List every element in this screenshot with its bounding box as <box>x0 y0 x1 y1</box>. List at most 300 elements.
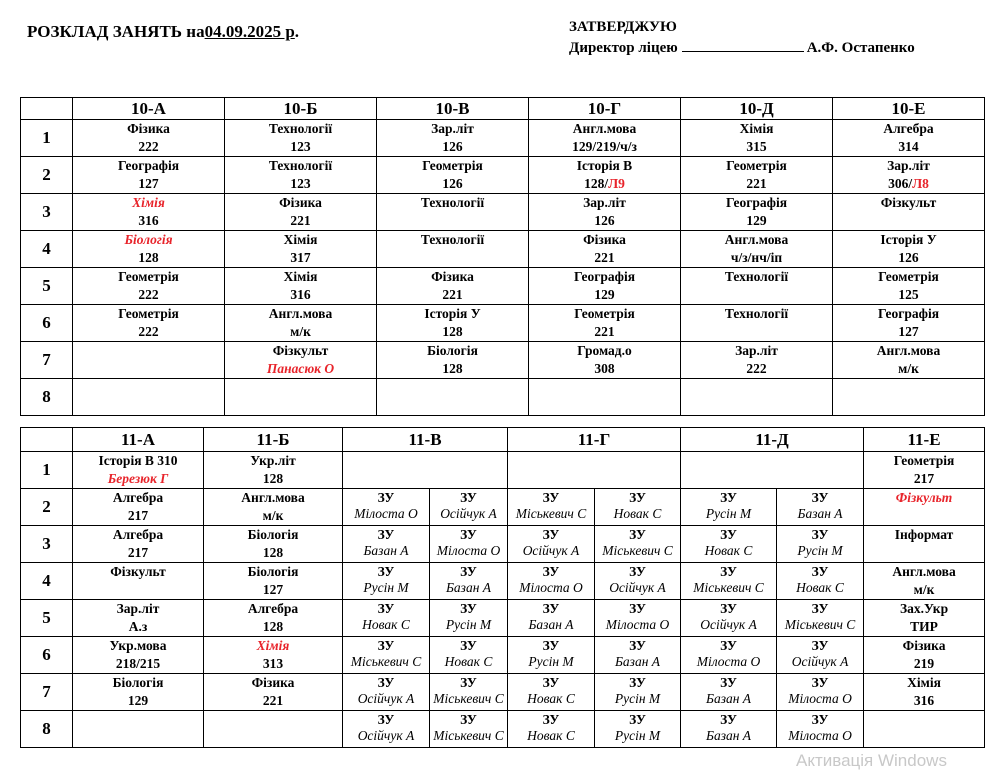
subject-zu: ЗУ <box>811 527 829 542</box>
room-number <box>225 286 376 304</box>
room-number-text: 125 <box>898 287 919 302</box>
subject-name: Фізкульт <box>895 490 953 505</box>
room-number <box>833 286 984 304</box>
class-header: 11-Е <box>864 428 985 452</box>
subject-name: Геометрія <box>878 269 939 284</box>
subject-name: Англ.мова <box>572 121 637 136</box>
group-cell <box>777 489 864 526</box>
subject-zu: ЗУ <box>542 490 560 505</box>
subject-name: Громад.о <box>577 343 632 358</box>
room-number-text: 222 <box>138 324 159 339</box>
lesson-cell <box>833 268 985 305</box>
lesson-cell <box>73 379 225 416</box>
room-number <box>529 323 680 341</box>
subject-name: Зар.літ <box>116 601 160 616</box>
group-cell <box>508 637 595 674</box>
subject-name: Англ.мова <box>892 564 956 579</box>
group-cell <box>343 563 430 600</box>
room-number <box>204 655 342 673</box>
room-number <box>73 692 203 710</box>
room-number-text: 308 <box>594 361 615 376</box>
lesson-cell <box>681 379 833 416</box>
class-header: 10-Д <box>681 98 833 120</box>
room-number-text: 123 <box>290 176 311 191</box>
room-suffix: Л8 <box>912 176 929 191</box>
group-cell <box>595 600 681 637</box>
teacher-name: Новак С <box>613 506 662 521</box>
room-number-text: 315 <box>746 139 767 154</box>
subject-name: Зар.літ <box>887 158 930 173</box>
lesson-row <box>21 452 985 489</box>
lesson-cell <box>73 194 225 231</box>
subject-zu: ЗУ <box>629 527 646 542</box>
lesson-cell <box>204 489 343 526</box>
group-cell <box>681 711 777 748</box>
room-number <box>529 175 680 193</box>
lesson-cell <box>204 674 343 711</box>
empty-group-cell <box>343 452 508 489</box>
lesson-cell <box>529 231 681 268</box>
group-cell <box>430 526 508 563</box>
teacher-name: Міськевич С <box>784 617 856 632</box>
teacher-name: Базан А <box>705 691 752 706</box>
subject-zu: ЗУ <box>811 638 829 653</box>
room-number-text: 126 <box>442 139 463 154</box>
subject-zu: ЗУ <box>811 712 829 727</box>
lesson-cell <box>864 489 985 526</box>
lesson-number: 8 <box>21 711 73 748</box>
lesson-cell <box>833 231 985 268</box>
subject-name: Алгебра <box>247 601 299 616</box>
lesson-cell <box>377 194 529 231</box>
teacher-name: Панасюк О <box>266 361 335 376</box>
teacher-name: Міськевич С <box>433 728 504 743</box>
subject-zu: ЗУ <box>720 638 737 653</box>
teacher-name: Осійчук А <box>791 654 849 669</box>
subject-name: Хімія <box>283 269 318 284</box>
room-number-text: 221 <box>442 287 463 302</box>
lesson-row <box>21 600 985 637</box>
group-cell <box>508 489 595 526</box>
lesson-cell <box>681 342 833 379</box>
subject-name: Технології <box>420 232 485 247</box>
lesson-row <box>21 157 985 194</box>
room-number <box>529 360 680 378</box>
group-cell <box>430 674 508 711</box>
teacher-name: Русін М <box>705 506 752 521</box>
room-number <box>377 286 528 304</box>
lesson-row <box>21 194 985 231</box>
lesson-number: 7 <box>21 342 73 379</box>
class-header: 11-В <box>343 428 508 452</box>
teacher-name: Осійчук А <box>357 691 415 706</box>
subject-name: Географія <box>117 158 180 173</box>
room-number-text: 128 <box>262 619 284 634</box>
group-cell <box>343 637 430 674</box>
teacher-name: Міськевич С <box>693 580 764 595</box>
subject-name: Хімія <box>739 121 774 136</box>
class-header: 10-Е <box>833 98 985 120</box>
subject-zu: ЗУ <box>460 490 477 505</box>
room-number-text: А.з <box>128 619 148 634</box>
subject-name: Фізика <box>251 675 295 690</box>
subject-zu: ЗУ <box>460 675 477 690</box>
subject-zu: ЗУ <box>377 601 395 616</box>
subject-name: Біологія <box>247 564 299 579</box>
lesson-row <box>21 305 985 342</box>
room-number-text: ч/з/нч/іп <box>730 250 783 265</box>
subject-zu: ЗУ <box>377 564 395 579</box>
room-number <box>833 323 984 341</box>
subject-zu: ЗУ <box>720 601 737 616</box>
lesson-cell <box>73 120 225 157</box>
class-header: 11-Б <box>204 428 343 452</box>
group-cell <box>681 600 777 637</box>
teacher-name: Новак С <box>362 617 410 632</box>
room-number <box>225 175 376 193</box>
subject-name: Англ.мова <box>241 490 305 505</box>
room-number-text: 217 <box>127 545 149 560</box>
lesson-number: 7 <box>21 674 73 711</box>
lesson-cell <box>225 231 377 268</box>
room-number-text: 217 <box>913 471 935 486</box>
group-cell <box>777 674 864 711</box>
room-number-text: м/к <box>290 324 311 339</box>
subject-name: Біологія <box>124 232 173 247</box>
subject-name: Зар.літ <box>735 343 778 358</box>
room-number <box>864 470 984 488</box>
group-cell <box>595 711 681 748</box>
lesson-cell <box>529 342 681 379</box>
subject-name: Зах.Укр <box>899 601 949 616</box>
subject-name: Англ.мова <box>876 343 941 358</box>
teacher-name: Мілоста О <box>605 617 670 632</box>
subject-zu: ЗУ <box>811 564 829 579</box>
lesson-cell <box>225 157 377 194</box>
room-number <box>225 323 376 341</box>
subject-name: Алгебра <box>883 121 934 136</box>
group-cell <box>343 600 430 637</box>
empty-group-cell <box>508 452 681 489</box>
signature-line <box>682 39 804 52</box>
lesson-cell <box>73 305 225 342</box>
room-number-text: 222 <box>746 361 767 376</box>
group-cell <box>343 489 430 526</box>
subject-name: Фізика <box>127 121 170 136</box>
approve-title: ЗАТВЕРДЖУЮ <box>569 19 677 35</box>
group-cell <box>508 526 595 563</box>
teacher-name: Базан А <box>363 543 409 558</box>
lesson-cell <box>377 379 529 416</box>
room-number <box>833 249 984 267</box>
lesson-row <box>21 342 985 379</box>
lesson-number: 5 <box>21 600 73 637</box>
room-number <box>681 138 832 156</box>
room-number <box>529 212 680 230</box>
lesson-number: 6 <box>21 637 73 674</box>
lesson-cell <box>225 342 377 379</box>
subject-zu: ЗУ <box>460 712 477 727</box>
subject-zu: ЗУ <box>377 527 395 542</box>
class-header: 10-А <box>73 98 225 120</box>
subject-zu: ЗУ <box>542 601 560 616</box>
room-number-text: 128 <box>442 324 463 339</box>
teacher-name: Мілоста О <box>788 728 852 743</box>
lesson-cell <box>833 305 985 342</box>
subject-name: Геометрія <box>422 158 483 173</box>
director-name: А.Ф. Остапенко <box>806 40 915 56</box>
subject-zu: ЗУ <box>720 527 737 542</box>
room-number-text: 316 <box>913 693 935 708</box>
subject-zu: ЗУ <box>720 564 737 579</box>
subject-name: Технології <box>420 195 485 210</box>
class-header: 11-Д <box>681 428 864 452</box>
teacher-name: Русін М <box>363 580 409 595</box>
lesson-cell <box>864 526 985 563</box>
subject-name: Інформат <box>894 527 954 542</box>
lesson-number: 2 <box>21 157 73 194</box>
subject-zu: ЗУ <box>377 490 395 505</box>
lesson-cell <box>204 563 343 600</box>
group-cell <box>343 674 430 711</box>
subject-name: Географія <box>573 269 636 284</box>
lesson-cell <box>833 120 985 157</box>
room-number <box>377 360 528 378</box>
table-header-row <box>21 98 985 120</box>
lesson-row <box>21 489 985 526</box>
room-number <box>204 581 342 599</box>
teacher-name: Осійчук А <box>609 580 666 595</box>
lesson-cell <box>529 157 681 194</box>
lesson-cell <box>73 600 204 637</box>
corner-cell <box>21 98 73 120</box>
subject-zu: ЗУ <box>542 564 560 579</box>
room-number-text: 222 <box>138 287 159 302</box>
group-cell <box>430 489 508 526</box>
room-number-text: 128 <box>262 471 284 486</box>
room-number <box>864 581 984 599</box>
room-number-text: м/к <box>898 361 919 376</box>
room-number-text: ТИР <box>910 619 938 634</box>
room-number-text: 129 <box>594 287 615 302</box>
lesson-cell <box>681 231 833 268</box>
subject-name: Геометрія <box>726 158 787 173</box>
room-number <box>833 360 984 378</box>
lesson-cell <box>225 194 377 231</box>
lesson-cell <box>833 379 985 416</box>
room-number <box>681 175 832 193</box>
subject-zu: ЗУ <box>811 601 829 616</box>
subject-name: Біологія <box>112 675 164 690</box>
lesson-cell <box>73 711 204 748</box>
subject-name: Геометрія <box>893 453 955 468</box>
lesson-row <box>21 563 985 600</box>
director-label: Директор ліцею <box>569 40 678 56</box>
room-number <box>73 286 224 304</box>
lesson-row <box>21 268 985 305</box>
title-suffix: . <box>294 22 300 41</box>
room-number-text: 221 <box>290 213 311 228</box>
room-number-text: 127 <box>898 324 919 339</box>
lesson-cell <box>681 305 833 342</box>
lesson-cell <box>833 342 985 379</box>
empty-group-cell <box>681 452 864 489</box>
lesson-number: 1 <box>21 452 73 489</box>
subject-zu: ЗУ <box>377 638 395 653</box>
teacher-name: Базан А <box>445 580 492 595</box>
lesson-cell <box>377 268 529 305</box>
room-number <box>73 323 224 341</box>
subject-zu: ЗУ <box>629 675 646 690</box>
teacher-name: Мілоста О <box>519 580 583 595</box>
teacher-name: Новак С <box>527 691 575 706</box>
lesson-cell <box>377 305 529 342</box>
teacher-name: Русін М <box>528 654 574 669</box>
room-number <box>73 507 203 525</box>
subject-zu: ЗУ <box>629 638 646 653</box>
teacher-name: Новак С <box>704 543 753 558</box>
subject-name: Укр.літ <box>250 453 296 468</box>
class-header: 10-Б <box>225 98 377 120</box>
room-number-text: 127 <box>262 582 284 597</box>
subject-name: Біологія <box>247 527 299 542</box>
subject-zu: ЗУ <box>460 638 477 653</box>
room-number-text: 218/215 <box>115 656 161 671</box>
room-number-text: 217 <box>127 508 149 523</box>
room-number-text: 126 <box>594 213 615 228</box>
room-number-text: 219 <box>913 656 935 671</box>
room-number-text: 128/ <box>584 176 609 191</box>
lesson-cell <box>204 711 343 748</box>
subject-name: Англ.мова <box>268 306 333 321</box>
group-cell <box>777 711 864 748</box>
group-cell <box>595 526 681 563</box>
lesson-cell <box>681 120 833 157</box>
room-number <box>529 138 680 156</box>
group-cell <box>681 674 777 711</box>
room-number <box>73 138 224 156</box>
room-number <box>204 470 342 488</box>
room-number-text: 221 <box>594 324 615 339</box>
lesson-cell <box>377 342 529 379</box>
room-number <box>681 360 832 378</box>
lesson-cell <box>225 268 377 305</box>
subject-name: Фізкульт <box>272 343 329 358</box>
group-cell <box>595 674 681 711</box>
teacher-name: Осійчук А <box>440 506 497 521</box>
subject-zu: ЗУ <box>542 675 560 690</box>
subject-zu: ЗУ <box>377 712 395 727</box>
group-cell <box>777 526 864 563</box>
room-number <box>864 655 984 673</box>
teacher-name: Базан А <box>528 617 574 632</box>
lesson-row <box>21 674 985 711</box>
room-number-text: 314 <box>898 139 919 154</box>
group-cell <box>681 563 777 600</box>
teacher-name: Міськевич С <box>350 654 422 669</box>
lesson-cell <box>681 194 833 231</box>
class-header: 11-Г <box>508 428 681 452</box>
room-number <box>73 655 203 673</box>
room-number <box>864 692 984 710</box>
room-number <box>73 618 203 636</box>
title-prefix: РОЗКЛАД ЗАНЯТЬ на <box>27 22 205 41</box>
lesson-number: 4 <box>21 563 73 600</box>
lesson-cell <box>73 563 204 600</box>
teacher-name: Русін М <box>614 728 661 743</box>
lesson-cell <box>864 674 985 711</box>
teacher-name: Мілоста О <box>436 543 501 558</box>
lesson-cell <box>225 120 377 157</box>
room-number-text: 221 <box>594 250 615 265</box>
class-header: 11-А <box>73 428 204 452</box>
subject-name: Геометрія <box>574 306 635 321</box>
lesson-cell <box>204 637 343 674</box>
subject-zu: ЗУ <box>720 490 737 505</box>
room-number <box>377 323 528 341</box>
group-cell <box>430 563 508 600</box>
subject-name: Фізика <box>279 195 322 210</box>
lesson-cell <box>864 452 985 489</box>
class-header: 10-В <box>377 98 529 120</box>
room-number-text: 127 <box>138 176 159 191</box>
group-cell <box>777 563 864 600</box>
room-number-text: 306/ <box>888 176 913 191</box>
subject-zu: ЗУ <box>377 675 395 690</box>
teacher-name: Міськевич С <box>515 506 587 521</box>
windows-activation-watermark: Активація Windows <box>796 751 947 770</box>
subject-name: Фізика <box>431 269 474 284</box>
room-number-text: 128 <box>262 545 284 560</box>
lesson-cell <box>73 342 225 379</box>
room-number-text: 129 <box>746 213 767 228</box>
teacher-name: Базан А <box>614 654 661 669</box>
subject-name: Хімія <box>256 638 290 653</box>
room-number-text: м/к <box>262 508 284 523</box>
lesson-cell <box>73 268 225 305</box>
subject-name: Технології <box>724 306 789 321</box>
lesson-cell <box>681 268 833 305</box>
room-number <box>73 544 203 562</box>
group-cell <box>595 489 681 526</box>
lesson-row <box>21 379 985 416</box>
room-number-text: 316 <box>138 213 159 228</box>
subject-name: Укр.мова <box>109 638 167 653</box>
room-suffix: Л9 <box>608 176 625 191</box>
teacher-name: Осійчук А <box>700 617 757 632</box>
teacher-name: Базан А <box>797 506 843 521</box>
lesson-cell <box>204 526 343 563</box>
subject-name: Зар.літ <box>431 121 474 136</box>
lesson-cell <box>864 563 985 600</box>
lesson-cell <box>529 268 681 305</box>
lesson-number: 2 <box>21 489 73 526</box>
lesson-cell <box>73 452 204 489</box>
room-number <box>73 249 224 267</box>
room-number <box>529 249 680 267</box>
lesson-cell <box>833 194 985 231</box>
lesson-number: 8 <box>21 379 73 416</box>
subject-name: Хімія <box>283 232 318 247</box>
group-cell <box>681 637 777 674</box>
subject-zu: ЗУ <box>811 490 829 505</box>
room-number <box>225 212 376 230</box>
room-number <box>377 175 528 193</box>
teacher-name: Осійчук А <box>522 543 580 558</box>
lesson-cell <box>225 305 377 342</box>
schedule-table-11 <box>20 427 985 748</box>
subject-name: Фізика <box>583 232 626 247</box>
